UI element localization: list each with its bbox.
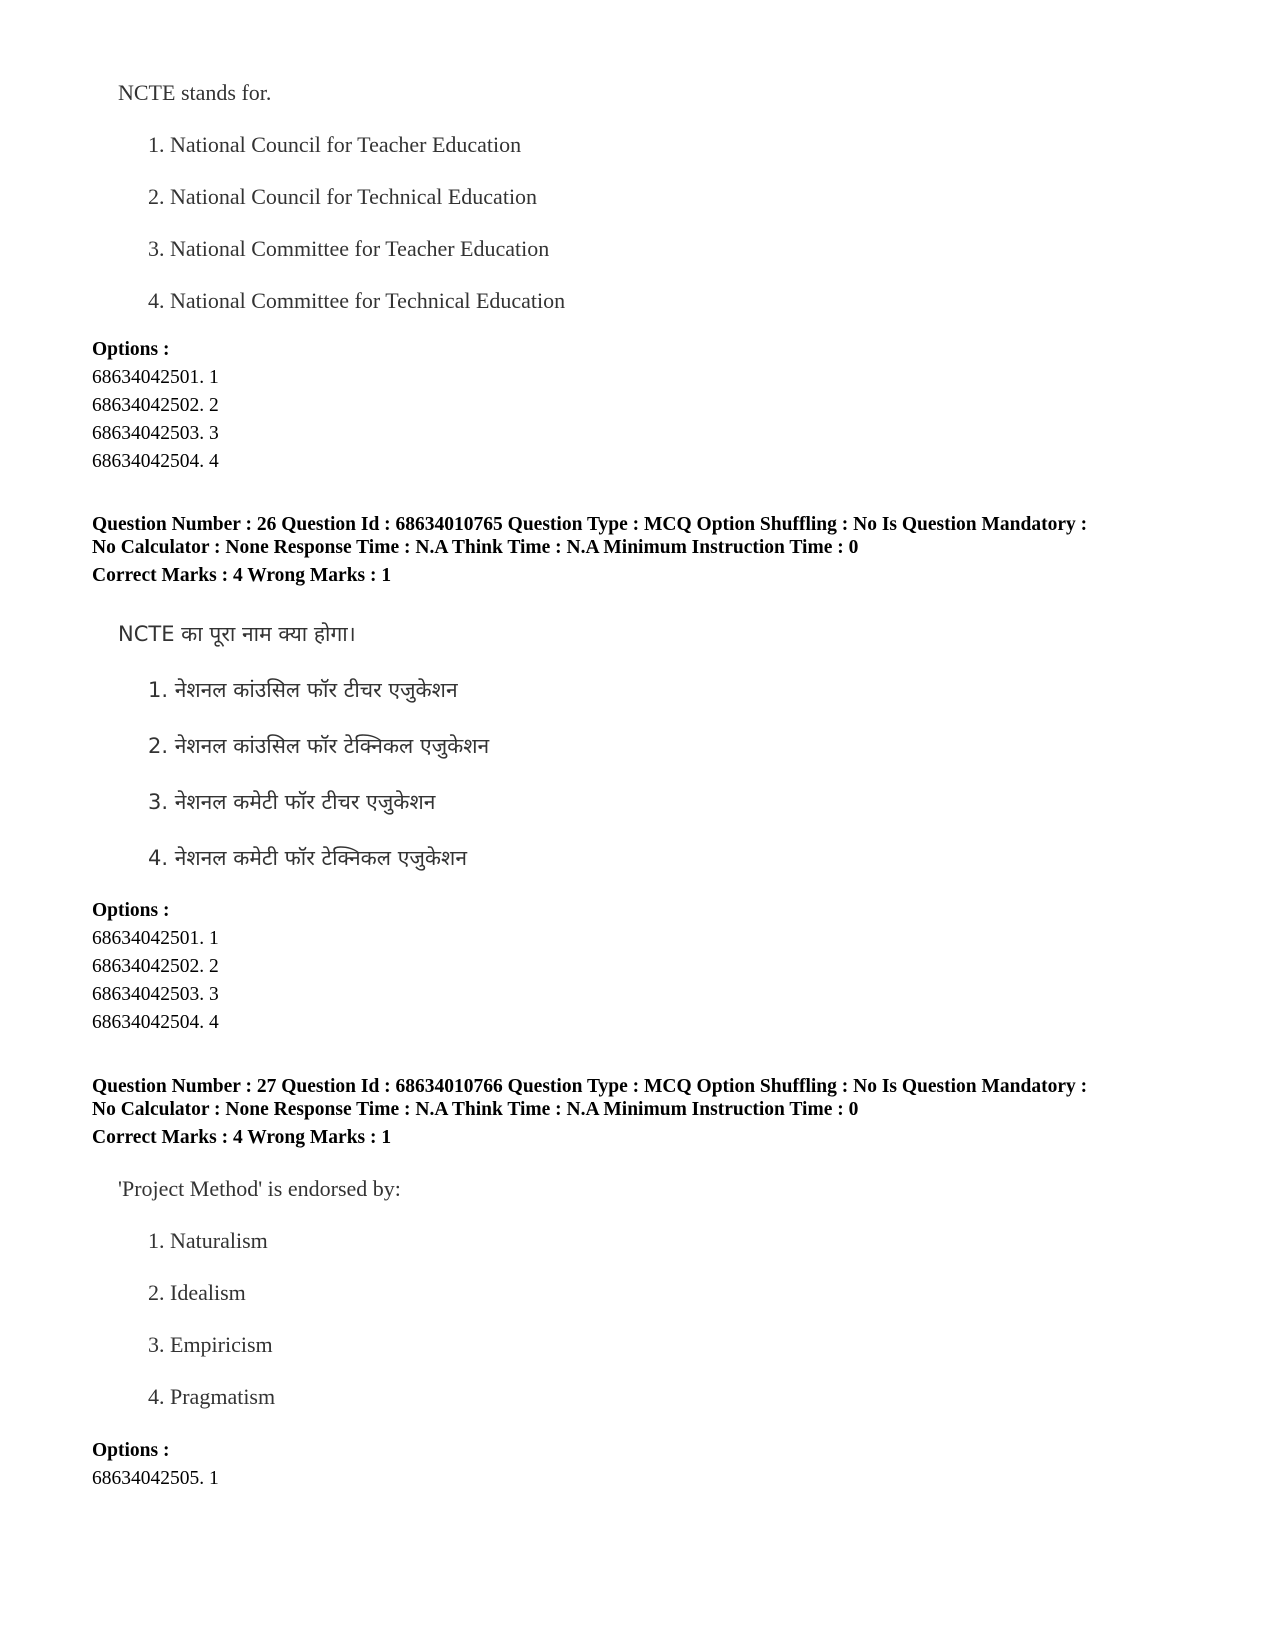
choice-3: 3. नेशनल कमेटी फॉर टीचर एजुकेशन — [148, 790, 436, 814]
option-id: 68634042502. 2 — [92, 395, 219, 416]
option-id: 68634042505. 1 — [92, 1468, 219, 1489]
question-meta-line2: No Calculator : None Response Time : N.A Think Time : N.A Minimum Instruction Time : 0 — [92, 537, 859, 558]
question-meta-line1: Question Number : 27 Question Id : 68634010766 Question Type : MCQ Option Shuffling : No Is Question Mandatory : — [92, 1076, 1088, 1097]
choice-4: 4. नेशनल कमेटी फॉर टेक्निकल एजुकेशन — [148, 846, 467, 870]
question-meta-line2: No Calculator : None Response Time : N.A Think Time : N.A Minimum Instruction Time : 0 — [92, 1099, 859, 1120]
choice-4: 4. Pragmatism — [148, 1384, 276, 1409]
question-marks: Correct Marks : 4 Wrong Marks : 1 — [92, 1127, 392, 1148]
choice-2: 2. Idealism — [148, 1280, 246, 1305]
choice-3: 3. Empiricism — [148, 1332, 273, 1357]
choice-2: 2. National Council for Technical Education — [148, 184, 538, 209]
choice-1: 1. नेशनल कांउसिल फॉर टीचर एजुकेशन — [148, 678, 458, 702]
question-stem: NCTE का पूरा नाम क्या होगा। — [118, 622, 356, 646]
option-id: 68634042503. 3 — [92, 984, 219, 1005]
option-id: 68634042501. 1 — [92, 367, 219, 388]
option-id: 68634042504. 4 — [92, 451, 219, 472]
option-id: 68634042503. 3 — [92, 423, 219, 444]
choice-3: 3. National Committee for Teacher Education — [148, 236, 550, 261]
options-label: Options : — [92, 339, 170, 360]
question-stem: 'Project Method' is endorsed by: — [118, 1176, 401, 1201]
question-marks: Correct Marks : 4 Wrong Marks : 1 — [92, 565, 392, 586]
option-id: 68634042504. 4 — [92, 1012, 219, 1033]
question-meta-line1: Question Number : 26 Question Id : 68634010765 Question Type : MCQ Option Shuffling : No Is Question Mandatory : — [92, 514, 1088, 535]
choice-1: 1. Naturalism — [148, 1228, 268, 1253]
options-label: Options : — [92, 1440, 170, 1461]
option-id: 68634042501. 1 — [92, 928, 219, 949]
options-label: Options : — [92, 900, 170, 921]
question-stem: NCTE stands for. — [118, 80, 272, 105]
option-id: 68634042502. 2 — [92, 956, 219, 977]
choice-4: 4. National Committee for Technical Education — [148, 288, 566, 313]
choice-2: 2. नेशनल कांउसिल फॉर टेक्निकल एजुकेशन — [148, 734, 490, 758]
choice-1: 1. National Council for Teacher Education — [148, 132, 522, 157]
